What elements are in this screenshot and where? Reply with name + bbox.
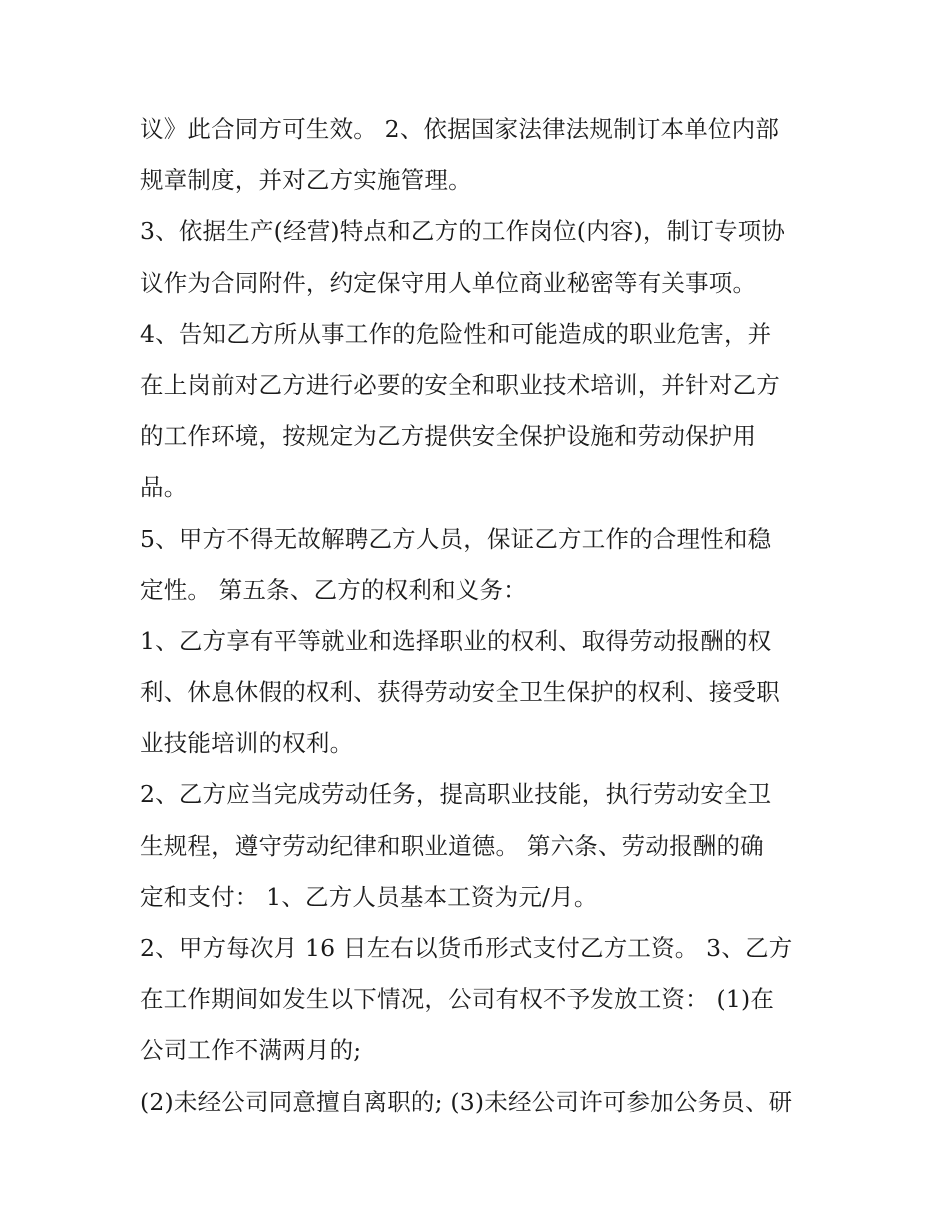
document-body	[140, 104, 820, 1128]
text-line: 业技能培训的权利。	[140, 729, 354, 758]
text-line: 在工作期间如发生以下情况，公司有权不予发放工资： (1)在	[140, 985, 775, 1014]
text-line: (2)未经公司同意擅自离职的; (3)未经公司许可参加公务员、研	[140, 1087, 793, 1116]
text-line: 5、甲方不得无故解聘乙方人员，保证乙方工作的合理性和稳	[140, 524, 772, 553]
text-line: 议》此合同方可生效。 2、依据国家法律法规制订本单位内部	[140, 115, 780, 143]
text-line: 的工作环境，按规定为乙方提供安全保护设施和劳动保护用	[140, 422, 757, 451]
text-line: 公司工作不满两月的;	[140, 1036, 362, 1065]
text-line: 规章制度，并对乙方实施管理。	[140, 166, 472, 195]
text-line: 定性。 第五条、乙方的权利和义务：	[140, 575, 527, 604]
text-line: 2、乙方应当完成劳动任务，提高职业技能，执行劳动安全卫	[140, 780, 772, 809]
text-line: 生规程，遵守劳动纪律和职业道德。 第六条、劳动报酬的确	[140, 831, 764, 860]
text-line: 品。	[140, 473, 188, 502]
text-line: 在上岗前对乙方进行必要的安全和职业技术培训，并针对乙方	[140, 370, 780, 399]
text-line: 3、依据生产(经营)特点和乙方的工作岗位(内容)，制订专项协	[140, 217, 786, 246]
text-line: 2、甲方每次月 16 日左右以货币形式支付乙方工资。 3、乙方	[140, 934, 793, 962]
text-line: 4、告知乙方所从事工作的危险性和可能造成的职业危害，并	[140, 319, 772, 348]
text-line: 1、乙方享有平等就业和选择职业的权利、取得劳动报酬的权	[140, 626, 772, 655]
text-line: 利、休息休假的权利、获得劳动安全卫生保护的权利、接受职	[140, 678, 780, 707]
text-line: 议作为合同附件，约定保守用人单位商业秘密等有关事项。	[140, 268, 757, 297]
text-line: 定和支付： 1、乙方人员基本工资为元/月。	[140, 882, 598, 911]
